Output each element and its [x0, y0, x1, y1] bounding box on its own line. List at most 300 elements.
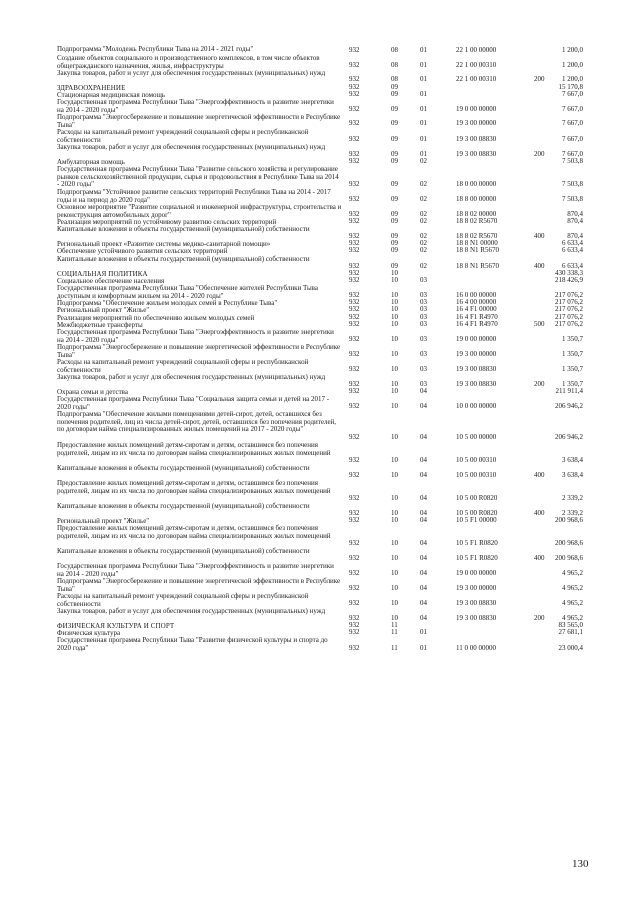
row-name: Государственная программа Республики Тыва "Развитие сельского хозяйства и регулирование рынков сельскохозяйственной продукции, сырья и продовольствия в Республике Тыва на 2014 - 2020 годы" — [57, 165, 339, 189]
row-sum: 7 503,8 — [562, 180, 583, 189]
row-csr: 19 0 00 00000 — [456, 105, 497, 114]
row-grbs: 932 — [349, 539, 360, 548]
row-rz: 09 — [391, 262, 398, 271]
row-pr: 02 — [420, 232, 427, 241]
row-pr: 04 — [420, 539, 427, 548]
row-vr: 200 — [534, 614, 545, 623]
row-pr: 03 — [420, 291, 427, 300]
row-rz: 10 — [391, 365, 398, 374]
row-rz: 09 — [391, 135, 398, 144]
row-sum: 870,4 — [567, 217, 583, 226]
row-sum: 430 338,3 — [555, 269, 583, 278]
row-csr: 11 0 00 00000 — [456, 644, 496, 653]
table-row — [0, 396, 640, 411]
row-rz: 11 — [391, 644, 398, 653]
row-pr: 02 — [420, 157, 427, 166]
row-pr: 01 — [420, 46, 427, 55]
row-grbs: 932 — [349, 387, 360, 396]
row-pr: 02 — [420, 239, 427, 248]
row-grbs: 932 — [349, 239, 360, 248]
table-row — [0, 578, 640, 593]
row-sum: 2 339,2 — [562, 494, 583, 503]
row-sum: 27 681,1 — [558, 628, 583, 637]
row-name: Государственная программа Республики Тыва "Развитие физической культуры и спорта до 2020 года" — [57, 636, 328, 652]
table-row — [0, 204, 640, 219]
row-rz: 10 — [391, 569, 398, 578]
row-rz: 09 — [391, 157, 398, 166]
row-sum: 1 350,7 — [562, 365, 583, 374]
row-grbs: 932 — [349, 569, 360, 578]
table-row — [0, 525, 640, 548]
row-rz: 09 — [391, 246, 398, 255]
row-name: Государственная программа Республики Тыва "Энергоэффективность и развитие энергетики на 2014 - 2020 годы" — [57, 328, 334, 344]
row-grbs: 932 — [349, 135, 360, 144]
row-vr: 400 — [534, 554, 545, 563]
row-grbs: 932 — [349, 119, 360, 128]
row-pr: 04 — [420, 494, 427, 503]
row-name: Подпрограмма "Обеспечение жилыми помещениями детей-сирот, детей, оставшихся без попечения родителей, лиц из числа детей-сирот, детей, оставшихся без попечения родителей, по договорам найма специализированных жилых помещений на 2017 - 2020 годы" — [57, 410, 337, 434]
table-row — [0, 465, 640, 480]
row-rz: 10 — [391, 456, 398, 465]
row-grbs: 932 — [349, 456, 360, 465]
row-rz: 10 — [391, 402, 398, 411]
row-grbs: 932 — [349, 621, 360, 630]
row-pr: 02 — [420, 217, 427, 226]
row-csr: 10 5 00 00310 — [456, 471, 497, 480]
row-sum: 23 000,4 — [558, 644, 583, 653]
row-grbs: 932 — [349, 262, 360, 271]
row-vr: 400 — [534, 471, 545, 480]
row-pr: 04 — [420, 554, 427, 563]
row-grbs: 932 — [349, 83, 360, 92]
row-pr: 03 — [420, 276, 427, 285]
table-row — [0, 226, 640, 241]
row-grbs: 932 — [349, 599, 360, 608]
table-row — [0, 99, 640, 114]
row-sum: 1 200,0 — [562, 61, 583, 70]
row-pr: 03 — [420, 335, 427, 344]
table-row — [0, 70, 640, 84]
row-sum: 83 565,0 — [558, 621, 583, 630]
row-pr: 04 — [420, 599, 427, 608]
row-csr: 10 5 F1 R0820 — [456, 554, 498, 563]
row-pr: 02 — [420, 246, 427, 255]
table-row — [0, 114, 640, 128]
row-csr: 16 4 00 00000 — [456, 298, 497, 307]
row-pr: 01 — [420, 150, 427, 159]
row-pr: 02 — [420, 180, 427, 189]
row-grbs: 932 — [349, 276, 360, 285]
row-csr: 19 0 00 00000 — [456, 569, 497, 578]
row-sum: 3 638,4 — [562, 471, 583, 480]
row-name: Амбулаторная помощь — [57, 158, 125, 166]
row-sum: 218 426,9 — [555, 276, 583, 285]
table-row — [0, 503, 640, 518]
row-sum: 7 503,8 — [562, 195, 583, 204]
row-rz: 10 — [391, 350, 398, 359]
row-sum: 7 503,8 — [562, 157, 583, 166]
row-pr: 03 — [420, 298, 427, 307]
table-row — [0, 248, 640, 255]
row-csr: 18 8 N1 R5670 — [456, 262, 499, 271]
row-sum: 870,4 — [567, 210, 583, 219]
row-sum: 1 350,7 — [562, 335, 583, 344]
row-csr: 18 0 00 00000 — [456, 180, 497, 189]
row-csr: 18 8 02 R5670 — [456, 232, 498, 241]
row-sum: 217 076,2 — [555, 320, 583, 329]
table-row — [0, 563, 640, 578]
row-csr: 22 1 00 00000 — [456, 46, 497, 55]
row-pr: 03 — [420, 350, 427, 359]
row-sum: 217 076,2 — [555, 291, 583, 300]
row-name: Региональный проект "Жилье" — [57, 306, 150, 314]
row-pr: 03 — [420, 365, 427, 374]
row-grbs: 932 — [349, 644, 360, 653]
row-name: Предоставление жилых помещений детям-сиротам и детям, оставшимся без попечения родителей, лицам из их числа по договорам найма специализированных жилых помещений — [57, 479, 331, 495]
row-csr: 16 4 F1 R4970 — [456, 313, 498, 322]
row-name: Подпрограмма "Энергосбережение и повышение энергетической эффективности в Республике Тыва" — [57, 577, 341, 593]
row-sum: 6 633,4 — [562, 239, 583, 248]
table-row — [0, 129, 640, 144]
row-grbs: 932 — [349, 509, 360, 518]
row-grbs: 932 — [349, 232, 360, 241]
row-csr: 19 3 00 08830 — [456, 599, 497, 608]
row-name: Закупка товаров, работ и услуг для обеспечения государственных (муниципальных) нужд — [57, 143, 326, 151]
row-name: Предоставление жилых помещений детям-сиротам и детям, оставшимся без попечения родителей, лицам из их числа по договорам найма специализированных жилых помещений — [57, 441, 331, 457]
row-grbs: 932 — [349, 157, 360, 166]
table-row — [0, 548, 640, 563]
row-rz: 09 — [391, 232, 398, 241]
row-pr: 01 — [420, 628, 427, 637]
row-grbs: 932 — [349, 90, 360, 99]
row-vr: 400 — [534, 262, 545, 271]
row-rz: 09 — [391, 150, 398, 159]
row-grbs: 932 — [349, 150, 360, 159]
table-row — [0, 637, 640, 653]
row-rz: 10 — [391, 335, 398, 344]
table-row — [0, 608, 640, 623]
row-rz: 10 — [391, 313, 398, 322]
row-csr: 19 3 00 08830 — [456, 150, 497, 159]
row-pr: 04 — [420, 509, 427, 518]
row-name: Расходы на капитальный ремонт учреждений социальной сферы и республиканской собственности — [57, 592, 309, 608]
row-sum: 1 350,7 — [562, 380, 583, 389]
row-grbs: 932 — [349, 313, 360, 322]
row-sum: 1 350,7 — [562, 350, 583, 359]
row-rz: 10 — [391, 269, 398, 278]
row-grbs: 932 — [349, 105, 360, 114]
row-rz: 10 — [391, 509, 398, 518]
row-name: Расходы на капитальный ремонт учреждений социальной сферы и республиканской собственности — [57, 128, 309, 144]
table-row — [0, 359, 640, 374]
row-name: Физическая культура — [57, 629, 121, 637]
row-grbs: 932 — [349, 180, 360, 189]
row-name: Государственная программа Республики Тыва "Обеспечение жителей Республики Тыва доступным и комфортным жильем на 2014 - 2020 годы" — [57, 284, 318, 300]
row-grbs: 932 — [349, 291, 360, 300]
row-name: Капитальные вложения в объекты государственной (муниципальной) собственности — [57, 464, 310, 472]
row-sum: 217 076,2 — [555, 313, 583, 322]
row-sum: 7 667,0 — [562, 135, 583, 144]
row-pr: 04 — [420, 516, 427, 525]
row-name: Капитальные вложения в объекты государственной (муниципальной) собственности — [57, 547, 310, 555]
row-name: Подпрограмма "Энергосбережение и повышение энергетической эффективности в Республике Тыва" — [57, 113, 341, 129]
row-csr: 19 3 00 08830 — [456, 614, 497, 623]
row-grbs: 932 — [349, 269, 360, 278]
row-name: Региональный проект "Жилье" — [57, 517, 150, 525]
row-sum: 200 968,6 — [555, 554, 583, 563]
row-pr: 04 — [420, 402, 427, 411]
row-name: Охрана семьи и детства — [57, 388, 128, 396]
row-grbs: 932 — [349, 554, 360, 563]
row-name: Стационарная медицинская помощь — [57, 91, 166, 99]
row-pr: 02 — [420, 210, 427, 219]
row-sum: 3 638,4 — [562, 456, 583, 465]
row-pr: 04 — [420, 569, 427, 578]
row-csr: 19 3 00 08830 — [456, 380, 497, 389]
row-sum: 206 946,2 — [555, 433, 583, 442]
row-rz: 08 — [391, 46, 398, 55]
row-grbs: 932 — [349, 46, 360, 55]
row-grbs: 932 — [349, 298, 360, 307]
row-pr: 02 — [420, 262, 427, 271]
row-pr: 02 — [420, 195, 427, 204]
row-name: Подпрограмма "Устойчивое развитие сельских территорий Республики Тыва на 2014 - 2017 годы и на период до 2020 года" — [57, 188, 331, 204]
row-grbs: 932 — [349, 246, 360, 255]
row-csr: 19 3 00 08830 — [456, 135, 497, 144]
row-csr: 18 8 N1 00000 — [456, 239, 498, 248]
row-grbs: 932 — [349, 61, 360, 70]
row-name: Предоставление жилых помещений детям-сиротам и детям, оставшимся без попечения родителей, лицам из их числа по договорам найма специализированных жилых помещений — [57, 524, 331, 540]
page-number: 130 — [572, 858, 589, 870]
row-name: Государственная программа Республики Тыва "Социальная защита семьи и детей на 2017 - 2020 годы" — [57, 395, 330, 411]
row-name: Государственная программа Республики Тыва "Энергоэффективность и развитие энергетики на 2014 - 2020 годы" — [57, 98, 334, 114]
row-csr: 18 8 00 00000 — [456, 195, 497, 204]
row-sum: 206 946,2 — [555, 402, 583, 411]
row-sum: 2 339,2 — [562, 509, 583, 518]
row-sum: 7 667,0 — [562, 150, 583, 159]
row-csr: 19 0 00 00000 — [456, 335, 497, 344]
row-vr: 400 — [534, 232, 545, 241]
row-grbs: 932 — [349, 195, 360, 204]
row-pr: 04 — [420, 614, 427, 623]
row-grbs: 932 — [349, 584, 360, 593]
row-name: Капитальные вложения в объекты государственной (муниципальной) собственности — [57, 225, 310, 233]
row-grbs: 932 — [349, 365, 360, 374]
row-sum: 870,4 — [567, 232, 583, 241]
row-csr: 19 3 00 08830 — [456, 365, 497, 374]
row-name: Закупка товаров, работ и услуг для обеспечения государственных (муниципальных) нужд — [57, 373, 326, 381]
row-grbs: 932 — [349, 350, 360, 359]
row-rz: 10 — [391, 320, 398, 329]
row-rz: 09 — [391, 119, 398, 128]
row-pr: 01 — [420, 105, 427, 114]
row-sum: 217 076,2 — [555, 298, 583, 307]
row-rz: 08 — [391, 61, 398, 70]
row-sum: 1 200,0 — [562, 75, 583, 84]
row-name: Закупка товаров, работ и услуг для обеспечения государственных (муниципальных) нужд — [57, 69, 326, 77]
row-grbs: 932 — [349, 210, 360, 219]
row-grbs: 932 — [349, 471, 360, 480]
row-name: Межбюджетные трансферты — [57, 321, 143, 329]
row-name: Капитальные вложения в объекты государственной (муниципальной) собственности — [57, 502, 310, 510]
row-rz: 08 — [391, 75, 398, 84]
table-row — [0, 374, 640, 389]
row-vr: 400 — [534, 509, 545, 518]
row-csr: 16 4 F1 R4970 — [456, 320, 498, 329]
row-rz: 10 — [391, 305, 398, 314]
row-grbs: 932 — [349, 320, 360, 329]
row-rz: 09 — [391, 83, 398, 92]
row-grbs: 932 — [349, 433, 360, 442]
row-csr: 19 3 00 00000 — [456, 350, 497, 359]
row-pr: 01 — [420, 644, 427, 653]
table-row — [0, 593, 640, 608]
row-name: ЗДРАВООХРАНЕНИЕ — [57, 84, 126, 92]
table-row — [0, 329, 640, 344]
row-sum: 4 965,2 — [562, 569, 583, 578]
table-row — [0, 166, 640, 189]
row-pr: 01 — [420, 75, 427, 84]
row-pr: 03 — [420, 380, 427, 389]
row-sum: 7 667,0 — [562, 105, 583, 114]
row-name: Основное мероприятие "Развитие социальной и инженерной инфраструктуры, строительства и реконструкция автомобильных дорог" — [57, 203, 342, 219]
row-rz: 10 — [391, 471, 398, 480]
row-rz: 11 — [391, 628, 398, 637]
row-sum: 200 968,6 — [555, 539, 583, 548]
row-name: Обеспечение устойчивого развития сельских территорий — [57, 247, 228, 255]
row-pr: 04 — [420, 471, 427, 480]
row-name: Социальное обеспечение населения — [57, 277, 165, 285]
row-csr: 10 5 F1 00000 — [456, 516, 497, 525]
row-grbs: 932 — [349, 402, 360, 411]
row-rz: 09 — [391, 239, 398, 248]
table-row — [0, 411, 640, 442]
row-name: Реализация мероприятий по обеспечению жильем молодых семей — [57, 314, 255, 322]
row-pr: 04 — [420, 387, 427, 396]
row-rz: 09 — [391, 105, 398, 114]
row-grbs: 932 — [349, 380, 360, 389]
row-name: Создание объектов социального и производственного комплексов, в том числе объектов общегражданского назначения, жилья, инфраструктуры — [57, 54, 320, 70]
row-sum: 4 965,2 — [562, 614, 583, 623]
row-pr: 01 — [420, 119, 427, 128]
row-name: Капитальные вложения в объекты государственной (муниципальной) собственности — [57, 255, 310, 263]
row-vr: 200 — [534, 380, 545, 389]
table-row — [0, 480, 640, 503]
row-name: Подпрограмма "Молодежь Республики Тыва на 2014 - 2021 годы" — [57, 45, 254, 53]
row-rz: 09 — [391, 90, 398, 99]
row-sum: 4 965,2 — [562, 584, 583, 593]
row-grbs: 932 — [349, 217, 360, 226]
row-rz: 10 — [391, 584, 398, 593]
row-grbs: 932 — [349, 516, 360, 525]
row-csr: 10 5 F1 R0820 — [456, 539, 498, 548]
row-rz: 11 — [391, 621, 398, 630]
row-rz: 10 — [391, 614, 398, 623]
row-rz: 10 — [391, 291, 398, 300]
row-rz: 10 — [391, 539, 398, 548]
row-name: Подпрограмма "Энергосбережение и повышение энергетической эффективности в Республике Тыва" — [57, 343, 341, 359]
table-row — [0, 256, 640, 271]
row-sum: 6 633,4 — [562, 262, 583, 271]
row-name: СОЦИАЛЬНАЯ ПОЛИТИКА — [57, 270, 148, 278]
row-csr: 10 5 00 00000 — [456, 433, 497, 442]
table-row — [0, 55, 640, 70]
table-row — [0, 189, 640, 204]
row-sum: 217 076,2 — [555, 305, 583, 314]
table-row — [0, 285, 640, 300]
row-name: Расходы на капитальный ремонт учреждений социальной сферы и республиканской собственности — [57, 358, 309, 374]
row-csr: 18 8 N1 R5670 — [456, 246, 499, 255]
row-pr: 03 — [420, 313, 427, 322]
row-vr: 500 — [534, 320, 545, 329]
row-rz: 10 — [391, 494, 398, 503]
row-csr: 10 5 00 R0820 — [456, 494, 498, 503]
row-rz: 10 — [391, 516, 398, 525]
row-name: Закупка товаров, работ и услуг для обеспечения государственных (муниципальных) нужд — [57, 607, 326, 615]
row-vr: 200 — [534, 75, 545, 84]
row-grbs: 932 — [349, 494, 360, 503]
row-name: Региональный проект «Развитие системы медико-санитарной помощи» — [57, 240, 271, 248]
row-sum: 4 965,2 — [562, 599, 583, 608]
row-csr: 19 3 00 00000 — [456, 119, 497, 128]
row-csr: 18 8 02 R5670 — [456, 217, 498, 226]
row-sum: 200 968,6 — [555, 516, 583, 525]
table-row — [0, 307, 640, 314]
row-rz: 10 — [391, 298, 398, 307]
row-pr: 03 — [420, 305, 427, 314]
row-csr: 22 1 00 00310 — [456, 61, 497, 70]
row-grbs: 932 — [349, 628, 360, 637]
row-sum: 6 633,4 — [562, 246, 583, 255]
row-rz: 10 — [391, 276, 398, 285]
row-pr: 04 — [420, 433, 427, 442]
row-csr: 10 5 00 00310 — [456, 456, 497, 465]
row-pr: 01 — [420, 61, 427, 70]
row-sum: 7 667,0 — [562, 119, 583, 128]
row-rz: 10 — [391, 599, 398, 608]
table-row — [0, 144, 640, 159]
row-grbs: 932 — [349, 75, 360, 84]
row-rz: 09 — [391, 217, 398, 226]
row-grbs: 932 — [349, 335, 360, 344]
row-grbs: 932 — [349, 614, 360, 623]
row-vr: 200 — [534, 150, 545, 159]
row-csr: 16 0 00 00000 — [456, 291, 497, 300]
row-name: Государственная программа Республики Тыва "Энергоэффективность и развитие энергетики на 2014 - 2020 годы" — [57, 562, 334, 578]
row-sum: 7 667,0 — [562, 90, 583, 99]
row-pr: 01 — [420, 135, 427, 144]
row-csr: 22 1 00 00310 — [456, 75, 497, 84]
row-pr: 03 — [420, 320, 427, 329]
row-csr: 19 3 00 00000 — [456, 584, 497, 593]
row-rz: 09 — [391, 180, 398, 189]
table-row — [0, 442, 640, 465]
row-rz: 09 — [391, 195, 398, 204]
row-sum: 15 170,8 — [558, 83, 583, 92]
row-pr: 01 — [420, 90, 427, 99]
row-pr: 04 — [420, 456, 427, 465]
row-csr: 16 4 F1 00000 — [456, 305, 497, 314]
row-rz: 10 — [391, 380, 398, 389]
row-rz: 10 — [391, 387, 398, 396]
row-rz: 09 — [391, 210, 398, 219]
row-csr: 10 5 00 R0820 — [456, 509, 498, 518]
row-name: ФИЗИЧЕСКАЯ КУЛЬТУРА И СПОРТ — [57, 622, 175, 630]
row-pr: 04 — [420, 584, 427, 593]
row-sum: 211 911,4 — [555, 387, 583, 396]
row-sum: 1 200,0 — [562, 46, 583, 55]
row-csr: 18 8 02 00000 — [456, 210, 497, 219]
